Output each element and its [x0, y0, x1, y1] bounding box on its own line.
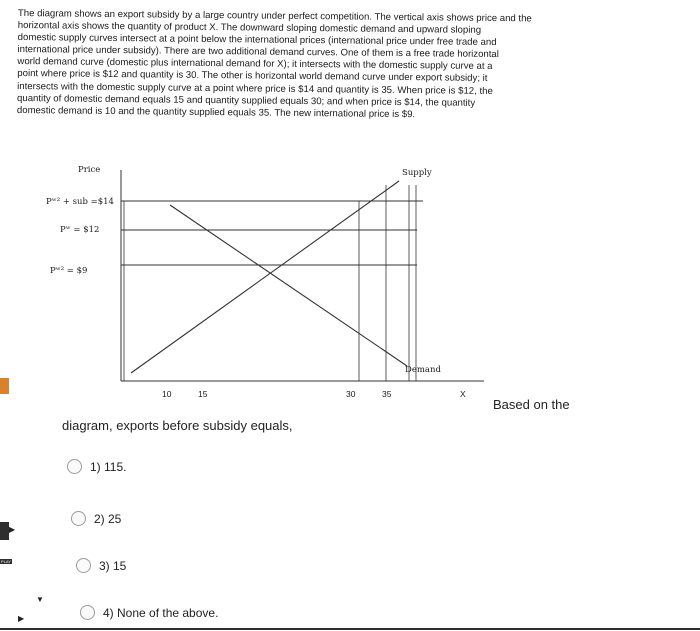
x-tick-label: 10: [162, 389, 172, 399]
radio-button[interactable]: [76, 558, 91, 573]
play-label[interactable]: PLAY: [1, 559, 11, 564]
side-accent: [0, 378, 9, 394]
bottom-border: [0, 628, 700, 630]
answer-option-label: 4) None of the above.: [103, 605, 219, 620]
side-tab[interactable]: [0, 522, 9, 540]
price-label-free: Pʷ = $12: [60, 225, 100, 235]
export-subsidy-diagram: [0, 150, 700, 405]
chevron-down-icon[interactable]: ▼: [36, 595, 44, 604]
answer-option-label: 3) 15: [99, 558, 127, 573]
passage-line: intersects with the domestic supply curve at a point where price is $14 and quantity is 35. When price is $12, the: [17, 80, 493, 97]
answer-option-label: 2) 25: [94, 511, 122, 526]
x-axis-label: X: [460, 389, 466, 399]
play-arrow-icon[interactable]: ▶: [9, 525, 16, 534]
radio-button[interactable]: [80, 605, 95, 620]
answer-option-label: 1) 115.: [90, 459, 127, 474]
passage-line: domestic demand is 10 and the quantity supplied equals 35. The new international price is $9.: [16, 104, 416, 120]
answer-option-3[interactable]: [76, 558, 126, 573]
question-passage: [17, 8, 658, 124]
passage-line: The diagram shows an export subsidy by a large country under perfect competition. The vertical axis shows price and the: [17, 8, 532, 25]
x-tick-label: 15: [198, 389, 208, 399]
price-label-new: Pʷ² = $9: [50, 266, 88, 276]
radio-button[interactable]: [71, 511, 86, 526]
chevron-right-icon[interactable]: ▶: [18, 614, 25, 623]
answer-option-4[interactable]: [80, 605, 218, 620]
x-tick-label: 30: [346, 389, 356, 399]
passage-line: domestic supply curves intersect at a point below the international prices (international price under free trade and: [17, 32, 497, 49]
passage-line: international price under subsidy). There are two additional demand curves. One of them is a free trade horizontal: [17, 44, 499, 61]
demand-label: Demand: [405, 365, 441, 375]
passage-line: quantity of domestic demand equals 15 and quantity supplied equals 30; and when price is $14, the quantity: [16, 92, 476, 109]
x-tick-label: 35: [382, 389, 392, 399]
y-axis-label: Price: [78, 165, 101, 175]
supply-label: Supply: [402, 168, 432, 178]
answer-option-2[interactable]: [71, 511, 121, 526]
question-stem: diagram, exports before subsidy equals,: [62, 418, 293, 433]
radio-button[interactable]: [67, 459, 82, 474]
passage-line: point where price is $12 and quantity is 30. The other is horizontal world demand curve under export subsidy; it: [17, 68, 488, 85]
passage-line: world demand curve (domestic plus international demand for X); it intersects with the domestic supply curve at a: [17, 56, 493, 73]
answer-option-1[interactable]: [67, 459, 126, 474]
demand-curve: [170, 205, 407, 366]
question-prefix: Based on the: [493, 397, 570, 412]
passage-line: horizontal axis shows the quantity of product X. The downward sloping domestic demand and upward sloping: [17, 20, 482, 36]
price-label-subsidy: Pʷ² + sub =$14: [46, 197, 114, 207]
